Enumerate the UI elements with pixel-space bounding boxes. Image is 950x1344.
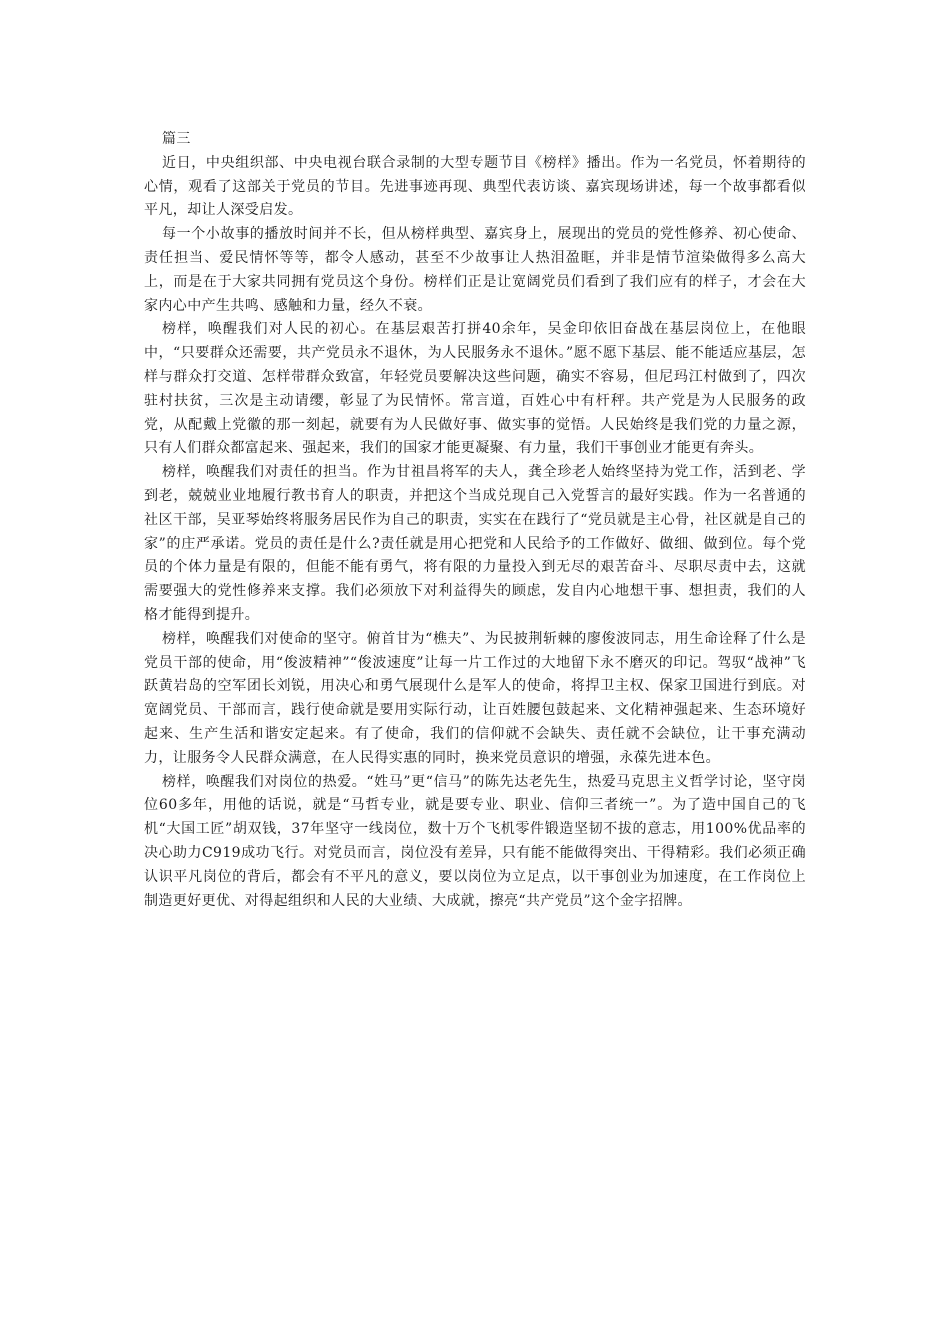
paragraph-intro: 近日，中央组织部、中央电视台联合录制的大型专题节目《榜样》播出。作为一名党员，怀着期待的心情，观看了这部关于党员的节目。先进事迹再现、典型代表访谈、嘉宾现场讲述，每一个故事都看似平凡，却让人深受启发。 [144,154,806,219]
document-page [144,128,806,913]
paragraph-post: 榜样，唤醒我们对岗位的热爱。“姓马”更“信马”的陈先达老先生，热爱马克思主义哲学讨论，坚守岗位60多年，用他的话说，就是“马哲专业，就是要专业、职业、信仰三者统一”。为了造中国自己的飞机“大国工匠”胡双钱，37年坚守一线岗位，数十万个飞机零件锻造坚韧不拔的意志，用100%优品率的决心助力C919成功飞行。对党员而言，岗位没有差异，只有能不能做得突出、干得精彩。我们必须正确认识平凡岗位的背后，都会有不平凡的意义，要以岗位为立足点，以干事创业为加速度，在工作岗位上制造更好更优、对得起组织和人民的大业绩、大成就，擦亮“共产党员”这个金字招牌。 [144,773,806,909]
paragraph-people: 榜样，唤醒我们对人民的初心。在基层艰苦打拼40余年，吴金印依旧奋战在基层岗位上，在他眼中，“只要群众还需要，共产党员永不退休，为人民服务永不退休。”愿不愿下基层、能不能适应基层，怎样与群众打交道、怎样带群众致富，年轻党员要解决这些问题，确实不容易，但尼玛江村做到了，四次驻村扶贫，三次是主动请缨，彰显了为民情怀。常言道，百姓心中有杆秤。共产党是为人民服务的政党，从配戴上党徽的那一刻起，就要有为人民做好事、做实事的觉悟。人民始终是我们党的力量之源，只有人们群众都富起来、强起来，我们的国家才能更凝聚、有力量，我们干事创业才能更有奔头。 [144,321,806,457]
paragraph-responsibility: 榜样，唤醒我们对责任的担当。作为甘祖昌将军的夫人，龚全珍老人始终坚持为党工作，活到老、学到老，兢兢业业地履行教书育人的职责，并把这个当成兑现自己入党誓言的最好实践。作为一名普通的社区干部，吴亚琴始终将服务居民作为自己的职责，实实在在践行了“党员就是主心骨，社区就是自己的家”的庄严承诺。党员的责任是什么?责任就是用心把党和人民给予的工作做好、做细、做到位。每个党员的个体力量是有限的，但能不能有勇气，将有限的力量投入到无尽的艰苦奋斗、尽职尽责中去，这就需要强大的党性修养来支撑。我们必须放下对利益得失的顾虑，发自内心地想干事、想担责，我们的人格才能得到提升。 [144,464,806,623]
paragraph-mission: 榜样，唤醒我们对使命的坚守。俯首甘为“樵夫”、为民披荆斩棘的廖俊波同志，用生命诠释了什么是党员干部的使命，用“俊波精神”“俊波速度”让每一片工作过的大地留下永不磨灭的印记。驾驭“战神”飞跃黄岩岛的空军团长刘锐，用决心和勇气展现什么是军人的使命，将捍卫主权、保家卫国进行到底。对宽阔党员、干部而言，践行使命就是要用实际行动，让百姓腰包鼓起来、文化精神强起来、生态环境好起来、生产生活和谐安定起来。有了使命，我们的信仰就不会缺失、责任就不会缺位，让干事充满动力，让服务令人民群众满意，在人民得实惠的同时，换来党员意识的增强，永葆先进本色。 [144,630,806,766]
paragraph-impression: 每一个小故事的播放时间并不长，但从榜样典型、嘉宾身上，展现出的党员的党性修养、初心使命、责任担当、爱民情怀等等，都令人感动，甚至不少故事让人热泪盈眶，并非是情节渲染做得多么高大上，而是在于大家共同拥有党员这个身份。榜样们正是让宽阔党员们看到了我们应有的样子，才会在大家内心中产生共鸣、感触和力量，经久不衰。 [144,226,806,314]
section-heading: 篇三 [162,131,191,147]
